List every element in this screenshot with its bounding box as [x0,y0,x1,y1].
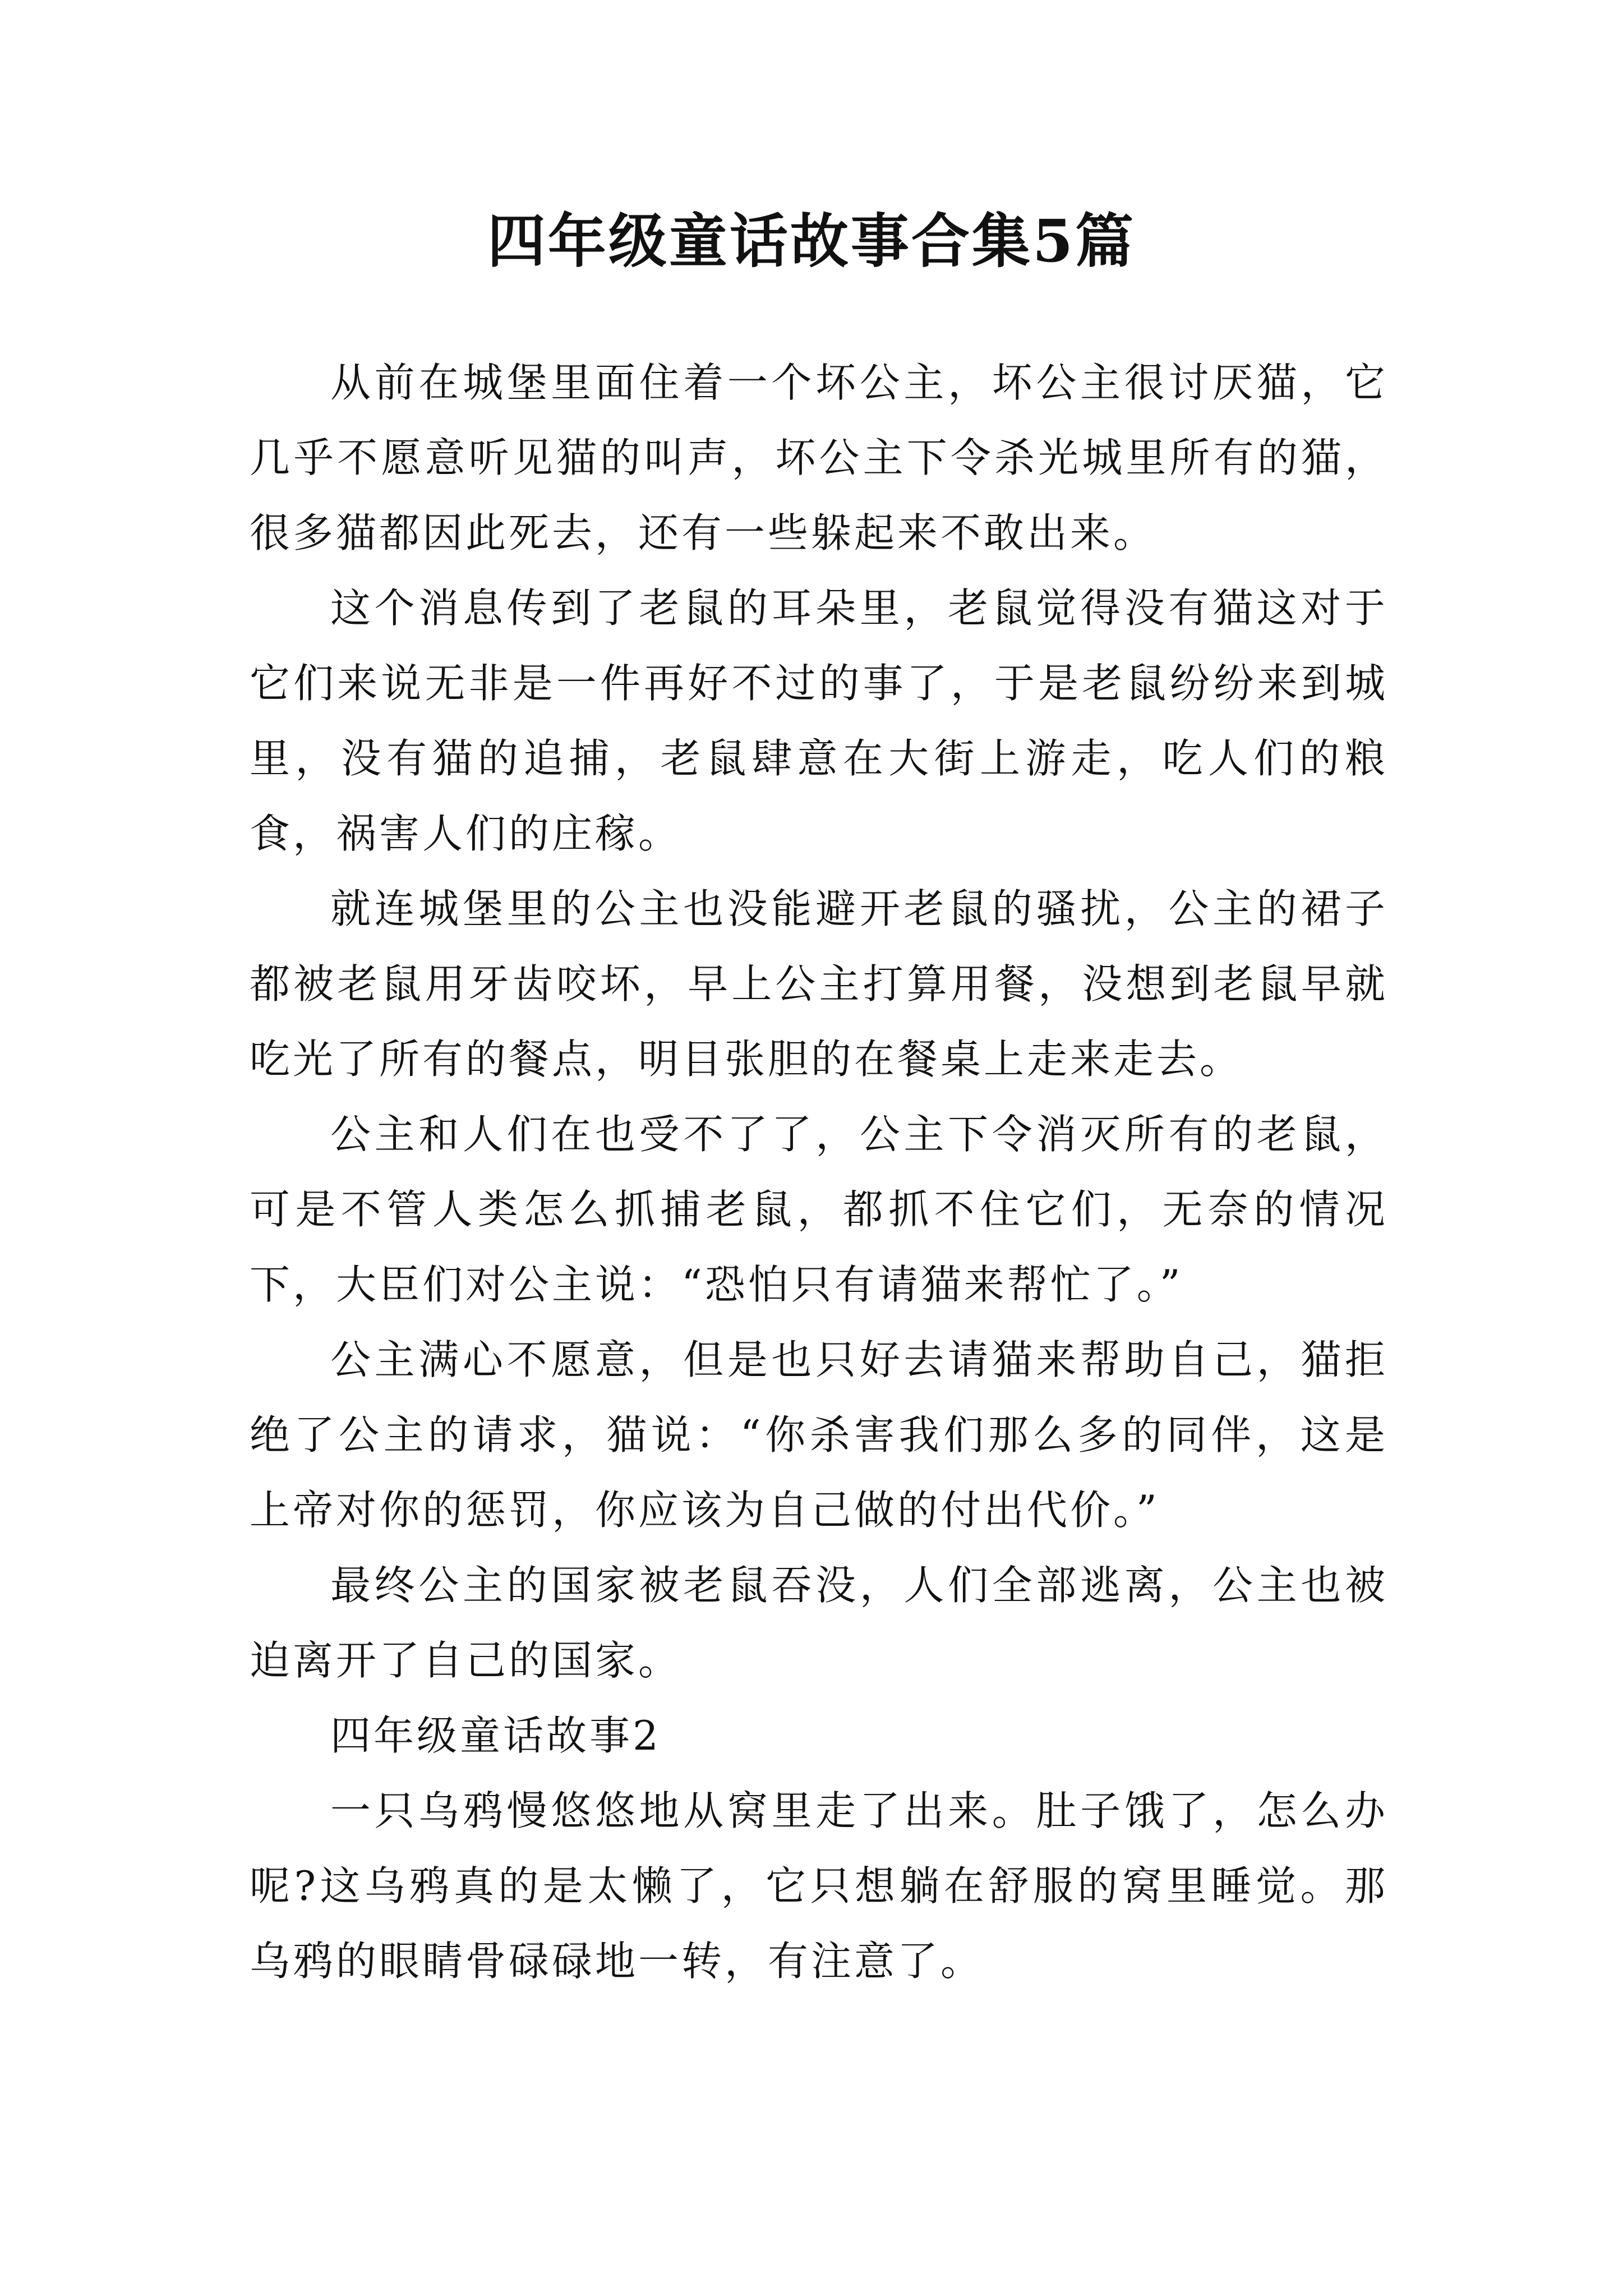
paragraph-1: 从前在城堡里面住着一个坏公主，坏公主很讨厌猫，它几乎不愿意听见猫的叫声，坏公主下令杀光城里所有的猫，很多猫都因此死去，还有一些躲起来不敢出来。 [250,359,1388,556]
paragraph-4: 公主和人们在也受不了了，公主下令消灭所有的老鼠，可是不管人类怎么抓捕老鼠，都抓不住它们，无奈的情况下，大臣们对公主说：“恐怕只有请猫来帮忙了。” [250,1111,1388,1308]
paragraph-7: 一只乌鸦慢悠悠地从窝里走了出来。肚子饿了，怎么办呢?这乌鸦真的是太懒了，它只想躺在舒服的窝里睡觉。那乌鸦的眼睛骨碌碌地一转，有注意了。 [250,1787,1388,1985]
paragraph-6: 最终公主的国家被老鼠吞没，人们全部逃离，公主也被迫离开了自己的国家。 [250,1562,1388,1684]
paragraph-3: 就连城堡里的公主也没能避开老鼠的骚扰，公主的裙子都被老鼠用牙齿咬坏，早上公主打算用餐，没想到老鼠早就吃光了所有的餐点，明目张胆的在餐桌上走来走去。 [250,885,1388,1083]
document-title: 四年级童话故事合集5篇 [487,206,1136,275]
paragraph-5: 公主满心不愿意，但是也只好去请猫来帮助自己，猫拒绝了公主的请求，猫说：“你杀害我们那么多的同伴，这是上帝对你的惩罚，你应该为自己做的付出代价。” [250,1336,1388,1534]
document-body [250,345,1388,1999]
paragraph-2: 这个消息传到了老鼠的耳朵里，老鼠觉得没有猫这对于它们来说无非是一件再好不过的事了，于是老鼠纷纷来到城里，没有猫的追捕，老鼠肆意在大街上游走，吃人们的粮食，祸害人们的庄稼。 [250,585,1388,857]
section-heading: 四年级童话故事2 [330,1712,661,1759]
